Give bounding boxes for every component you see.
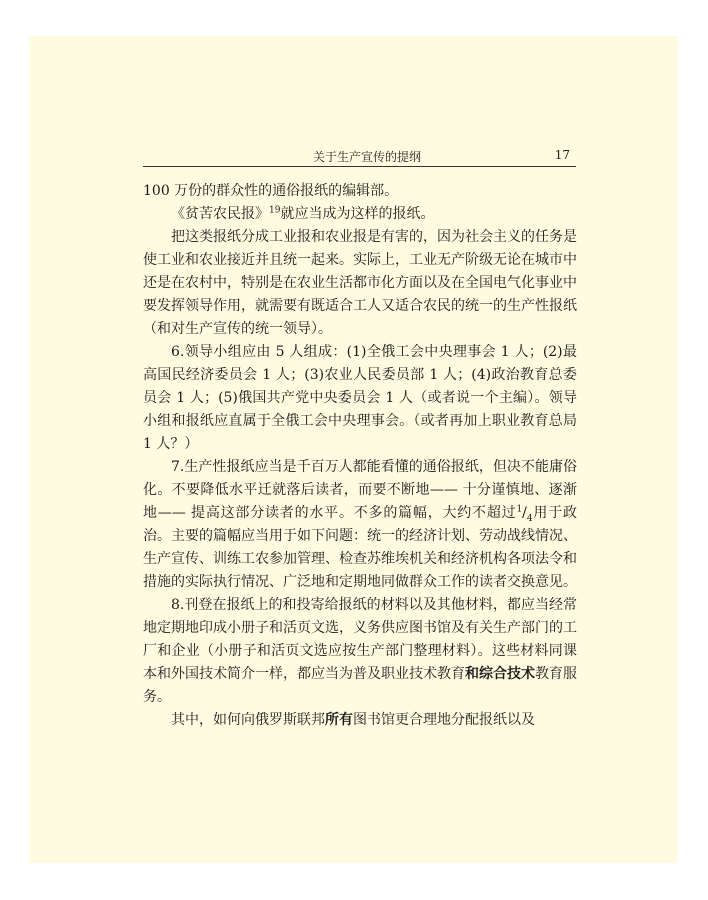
paragraph bbox=[143, 180, 577, 203]
paragraph-text: 《贫苦农民报》 bbox=[171, 206, 269, 222]
paragraph bbox=[143, 594, 577, 709]
fraction-numerator: 1 bbox=[516, 504, 523, 515]
paragraph-text: 就应当成为这样的报纸。 bbox=[280, 206, 435, 222]
page-number: 17 bbox=[554, 148, 570, 162]
body-text bbox=[143, 180, 577, 732]
paragraph-text: 100 万份的群众性的通俗报纸的编辑部。 bbox=[143, 183, 399, 199]
paragraph-text: 7.生产性报纸应当是千百万人都能看懂的通俗报纸，但决不能庸俗化。不要降低水平迁就落后读者，而要不断地—— 十分谨慎地、逐渐地—— 提高这部分读者的水平。不多的篇幅，大约不超过 bbox=[143, 459, 577, 521]
paragraph-text: 把这类报纸分成工业报和农业报是有害的，因为社会主义的任务是使工业和农业接近并且统一起来。实际上，工业无产阶级无论在城市中还是在农村中，特别是在农业生活都市化方面以及在全国电气化事业中要发挥领导作用，就需要有既适合工人又适合农民的统一的生产性报纸（和对生产宣传的统一领导）。 bbox=[143, 229, 577, 337]
fraction-denominator: 4 bbox=[526, 513, 533, 524]
paragraph-text: 6.领导小组应由 5 人组成：(1)全俄工会中央理事会 1 人；(2)最高国民经济委员会 1 人；(3)农业人民委员部 1 人；(4)政治教育总委员会 1 人；(5)俄国共产党中央委员会 1 人（或者说一个主编）。领导小组和报纸应直属于全俄工会中央理事会。（或者再加上职业教育总局 1 人？） bbox=[143, 344, 577, 452]
footnote-marker: 19 bbox=[269, 205, 281, 216]
paragraph-text: 教育服务。 bbox=[143, 666, 577, 705]
paragraph bbox=[143, 341, 577, 456]
emphasis-text: 和综合技术 bbox=[465, 666, 535, 682]
paragraph bbox=[143, 226, 577, 341]
page-header bbox=[143, 147, 576, 167]
paragraph-text: 用于政治。主要的篇幅应当用于如下问题：统一的经济计划、劳动战线情况、生产宣传、训练工农参加管理、检查苏维埃机关和经济机构各项法令和措施的实际执行情况、广泛地和定期地同做群众工作的读者交换意见。 bbox=[143, 505, 577, 590]
paragraph bbox=[143, 456, 577, 594]
paragraph-text: 其中，如何向俄罗斯联邦 bbox=[171, 712, 325, 728]
paragraph-text: 8.刊登在报纸上的和投寄给报纸的材料以及其他材料，都应当经常地定期地印成小册子和活页文选，义务供应图书馆及有关生产部门的工厂和企业（小册子和活页文选应按生产部门整理材料）。这些材料同课本和外国技术简介一样，都应当为普及职业技术教育 bbox=[143, 597, 577, 682]
fraction-slash: / bbox=[522, 505, 527, 521]
emphasis-text: 所有 bbox=[325, 712, 353, 728]
paragraph-text: 图书馆更合理地分配报纸以及 bbox=[353, 712, 535, 728]
paragraph bbox=[143, 709, 577, 732]
running-title: 关于生产宣传的提纲 bbox=[313, 150, 422, 164]
paragraph bbox=[143, 203, 577, 226]
